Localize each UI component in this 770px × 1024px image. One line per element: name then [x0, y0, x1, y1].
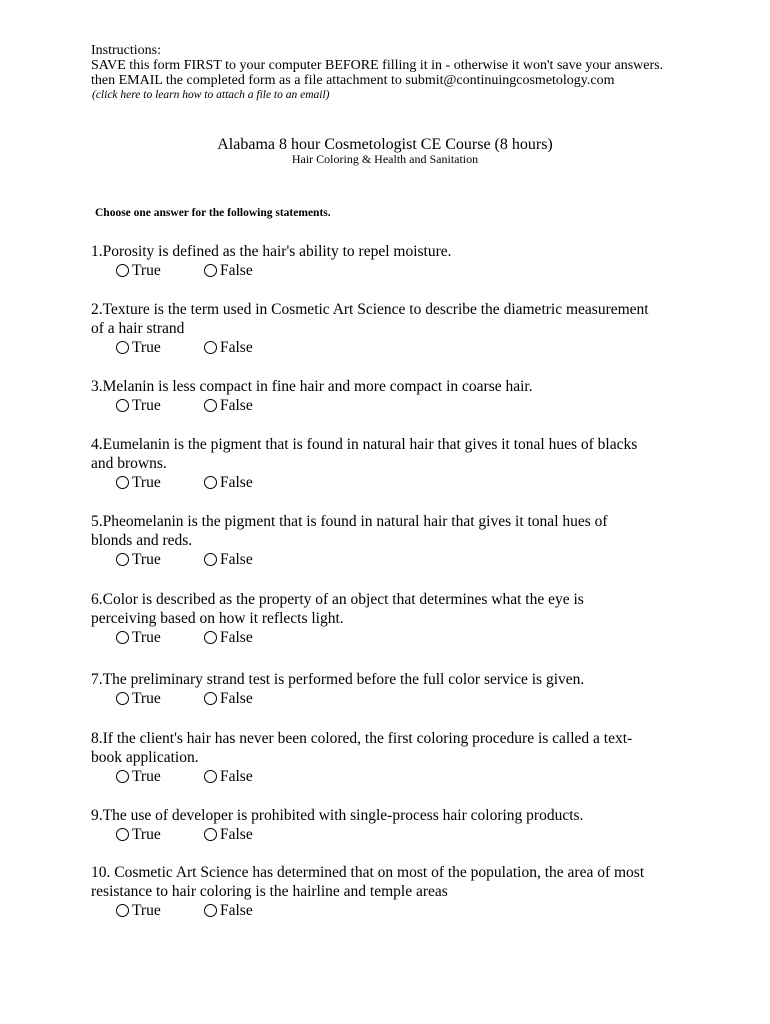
instructions-heading: Instructions: [91, 43, 161, 58]
radio-button[interactable] [116, 553, 129, 566]
course-title: Alabama 8 hour Cosmetologist CE Course (8 hours) [217, 136, 553, 153]
radio-button[interactable] [204, 904, 217, 917]
q7-true-option[interactable] [116, 689, 161, 708]
course-subtitle: Hair Coloring & Health and Sanitation [291, 152, 479, 166]
question-text-cont: perceiving based on how it reflects light. [91, 610, 344, 627]
q7-false-option[interactable] [204, 689, 253, 708]
question-text: 7.The preliminary strand test is performed before the full color service is given. [91, 671, 585, 688]
q5-true-option[interactable] [116, 550, 161, 569]
answer-options [91, 338, 691, 358]
radio-button[interactable] [204, 692, 217, 705]
radio-button[interactable] [204, 341, 217, 354]
radio-button[interactable] [116, 904, 129, 917]
instructions-email-line: then EMAIL the completed form as a file attachment to submit@continuingcosmetology.com [91, 73, 615, 88]
answer-options [91, 825, 691, 845]
question-8 [91, 729, 691, 787]
q10-false-option[interactable] [204, 901, 253, 920]
answer-options [91, 767, 691, 787]
question-text: 10. Cosmetic Art Science has determined that on most of the population, the area of most [91, 864, 645, 881]
false-label: False [220, 474, 253, 491]
q4-false-option[interactable] [204, 473, 253, 492]
false-label: False [220, 397, 253, 414]
radio-button[interactable] [204, 264, 217, 277]
answer-options [91, 689, 691, 709]
true-label: True [132, 397, 161, 414]
q10-true-option[interactable] [116, 901, 161, 920]
question-text: 8.If the client's hair has never been colored, the first coloring procedure is called a text- [91, 730, 633, 747]
question-text-cont: book application. [91, 749, 199, 766]
answer-options [91, 261, 691, 281]
q5-false-option[interactable] [204, 550, 253, 569]
answer-options [91, 473, 691, 493]
question-6 [91, 590, 691, 648]
q6-true-option[interactable] [116, 628, 161, 647]
question-2 [91, 300, 691, 358]
radio-button[interactable] [204, 553, 217, 566]
question-3 [91, 377, 691, 416]
q9-false-option[interactable] [204, 825, 253, 844]
question-text: 4.Eumelanin is the pigment that is found in natural hair that gives it tonal hues of blacks [91, 436, 638, 453]
question-text: 6.Color is described as the property of an object that determines what the eye is [91, 591, 584, 608]
directions-text: Choose one answer for the following statements. [95, 207, 331, 219]
answer-options [91, 628, 691, 648]
question-text: 5.Pheomelanin is the pigment that is found in natural hair that gives it tonal hues of [91, 513, 608, 530]
true-label: True [132, 826, 161, 843]
radio-button[interactable] [204, 631, 217, 644]
true-label: True [132, 551, 161, 568]
answer-options [91, 550, 691, 570]
question-text-cont: and browns. [91, 455, 167, 472]
question-text-cont: resistance to hair coloring is the hairline and temple areas [91, 883, 448, 900]
answer-options [91, 901, 691, 921]
question-1 [91, 242, 691, 281]
q2-true-option[interactable] [116, 338, 161, 357]
q2-false-option[interactable] [204, 338, 253, 357]
radio-button[interactable] [204, 399, 217, 412]
question-4 [91, 435, 691, 493]
radio-button[interactable] [204, 770, 217, 783]
question-7 [91, 670, 691, 709]
question-10 [91, 863, 691, 921]
radio-button[interactable] [204, 476, 217, 489]
false-label: False [220, 768, 253, 785]
radio-button[interactable] [116, 770, 129, 783]
true-label: True [132, 629, 161, 646]
q1-true-option[interactable] [116, 261, 161, 280]
q9-true-option[interactable] [116, 825, 161, 844]
radio-button[interactable] [116, 341, 129, 354]
question-text: 3.Melanin is less compact in fine hair and more compact in coarse hair. [91, 378, 533, 395]
true-label: True [132, 474, 161, 491]
radio-button[interactable] [116, 631, 129, 644]
false-label: False [220, 826, 253, 843]
question-text-cont: of a hair strand [91, 320, 185, 337]
true-label: True [132, 690, 161, 707]
true-label: True [132, 262, 161, 279]
false-label: False [220, 629, 253, 646]
radio-button[interactable] [116, 828, 129, 841]
q3-false-option[interactable] [204, 396, 253, 415]
true-label: True [132, 902, 161, 919]
instructions-save-line: SAVE this form FIRST to your computer BEFORE filling it in - otherwise it won't save your answers. [91, 58, 664, 73]
answer-options [91, 396, 691, 416]
radio-button[interactable] [204, 828, 217, 841]
instructions-block [91, 43, 663, 102]
false-label: False [220, 262, 253, 279]
q1-false-option[interactable] [204, 261, 253, 280]
radio-button[interactable] [116, 476, 129, 489]
true-label: True [132, 768, 161, 785]
question-text-cont: blonds and reds. [91, 532, 193, 549]
false-label: False [220, 902, 253, 919]
attach-help-link[interactable]: (click here to learn how to attach a file to an email) [92, 89, 330, 101]
q8-false-option[interactable] [204, 767, 253, 786]
question-5 [91, 512, 691, 570]
false-label: False [220, 690, 253, 707]
q8-true-option[interactable] [116, 767, 161, 786]
question-9 [91, 806, 691, 845]
radio-button[interactable] [116, 399, 129, 412]
question-text: 2.Texture is the term used in Cosmetic Art Science to describe the diametric measurement [91, 301, 649, 318]
true-label: True [132, 339, 161, 356]
q4-true-option[interactable] [116, 473, 161, 492]
q3-true-option[interactable] [116, 396, 161, 415]
question-text: 9.The use of developer is prohibited with single-process hair coloring products. [91, 807, 584, 824]
radio-button[interactable] [116, 264, 129, 277]
false-label: False [220, 339, 253, 356]
false-label: False [220, 551, 253, 568]
q6-false-option[interactable] [204, 628, 253, 647]
radio-button[interactable] [116, 692, 129, 705]
question-text: 1.Porosity is defined as the hair's ability to repel moisture. [91, 243, 452, 260]
